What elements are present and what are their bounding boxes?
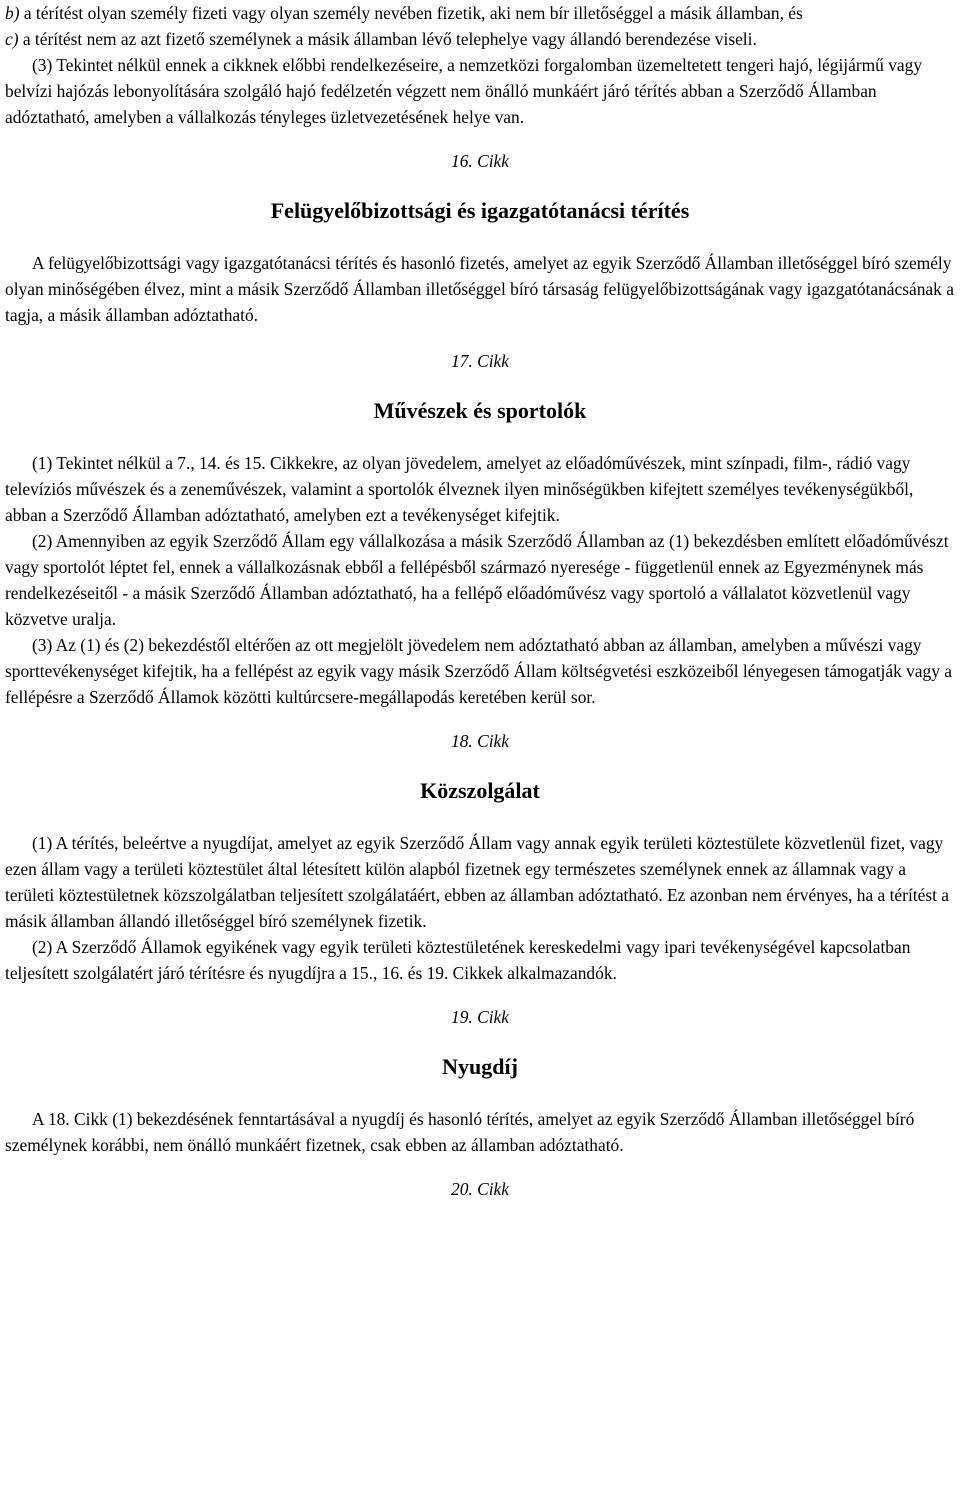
- article-19-number: 19. Cikk: [451, 1007, 509, 1027]
- item-c-text: a térítést nem az azt fizető személynek a másik államban lévő telephelye vagy állandó berendezése viseli.: [18, 29, 757, 49]
- item-b: [5, 0, 955, 26]
- document-page: [5, 0, 955, 1202]
- article-19-title: Nyugdíj: [442, 1054, 518, 1079]
- article-17-paragraph-1: (1) Tekintet nélkül a 7., 14. és 15. Cikkekre, az olyan jövedelem, amelyet az előadóművészek, mint színpadi, film-, rádió vagy televíziós művészek és a zeneművészek, valamint a sportolók élveznek ilyen minőségükben kifejtett személyes tevékenységükből, abban a Szerződő Államban adóztatható, amelyben ezt a tevékenységet kifejtik.: [5, 453, 914, 525]
- article-18-paragraph-2: (2) A Szerződő Államok egyikének vagy egyik területi köztestületének kereskedelmi vagy ipari tevékenységével kapcsolatban teljesített szolgálatért járó térítésre és nyugdíjra a 15., 16. és 19. Cikkek alkalmazandók.: [5, 937, 911, 983]
- article-17-paragraph-2: (2) Amennyiben az egyik Szerződő Állam egy vállalkozása a másik Szerződő Államban az (1) bekezdésben említett előadóművészt vagy sportolót léptet fel, ennek a vállalkozásnak ebből a fellépésből származó nyeresége - függetlenül ennek az Egyezménynek más rendelkezéseitől - a másik Szerződő Államban adóztatható, ha a fellépő előadóművész vagy sportoló a vállalatot közvetlenül vagy közvetve uralja.: [5, 531, 949, 629]
- article-17-paragraph-3: (3) Az (1) és (2) bekezdéstől eltérően az ott megjelölt jövedelem nem adóztatható abban az államban, amelyben a művészi vagy sporttevékenységet kifejtik, ha a fellépést az egyik vagy másik Szerződő Állam költségvetési eszközeiből lényegesen támogatják vagy a fellépésre a Szerződő Államok közötti kultúrcsere-megállapodás keretében kerül sor.: [5, 635, 952, 707]
- article-18-paragraph-1: (1) A térítés, beleértve a nyugdíjat, amelyet az egyik Szerződő Állam vagy annak egyik területi köztestülete közvetlenül fizet, vagy ezen állam vagy a területi köztestület által létesített külön alapból fizetnek egy természetes személynek ennek az államnak vagy a területi köztestületnek közszolgálatban teljesített szolgálatáért, ebben az államban adóztatható. Ez azonban nem érvényes, ha a térítést a másik államban állandó illetőséggel bíró személynek fizetik.: [5, 833, 949, 931]
- article-20-number: 20. Cikk: [451, 1179, 509, 1199]
- article-18-title: Közszolgálat: [420, 778, 540, 803]
- article-16-number: 16. Cikk: [451, 151, 509, 171]
- article-17-number: 17. Cikk: [451, 351, 509, 371]
- article-16-title: Felügyelőbizottsági és igazgatótanácsi térítés: [270, 198, 690, 223]
- article-15-paragraph-3: (3) Tekintet nélkül ennek a cikknek előbbi rendelkezéseire, a nemzetközi forgalomban üzemeltetett tengeri hajó, légijármű vagy belvízi hajózás lebonyolítására szolgáló hajó fedélzetén végzett nem önálló munkáért járó térítés abban a Szerződő Államban adóztatható, amelyben a vállalkozás tényleges üzletvezetésének helye van.: [5, 55, 923, 127]
- item-b-label: b): [5, 3, 20, 23]
- article-19-body: A 18. Cikk (1) bekezdésének fenntartásával a nyugdíj és hasonló térítés, amelyet az egyik Szerződő Államban illetőséggel bíró személynek korábbi, nem önálló munkáért fizetnek, csak ebben az államban adóztatható.: [5, 1109, 915, 1155]
- item-b-text: a térítést olyan személy fizeti vagy olyan személy nevében fizetik, aki nem bír illetőséggel a másik államban, és: [19, 3, 803, 23]
- item-c-label: c): [5, 29, 19, 49]
- item-c: [5, 26, 955, 52]
- article-17-title: Művészek és sportolók: [373, 398, 587, 423]
- article-16-body: A felügyelőbizottsági vagy igazgatótanácsi térítés és hasonló fizetés, amelyet az egyik Szerződő Államban illetőséggel bíró személy olyan minőségében élvez, mint a másik Szerződő Államban illetőséggel bíró társaság felügyelőbizottságának vagy igazgatótanácsának a tagja, a másik államban adóztatható.: [5, 253, 954, 325]
- article-18-number: 18. Cikk: [451, 731, 509, 751]
